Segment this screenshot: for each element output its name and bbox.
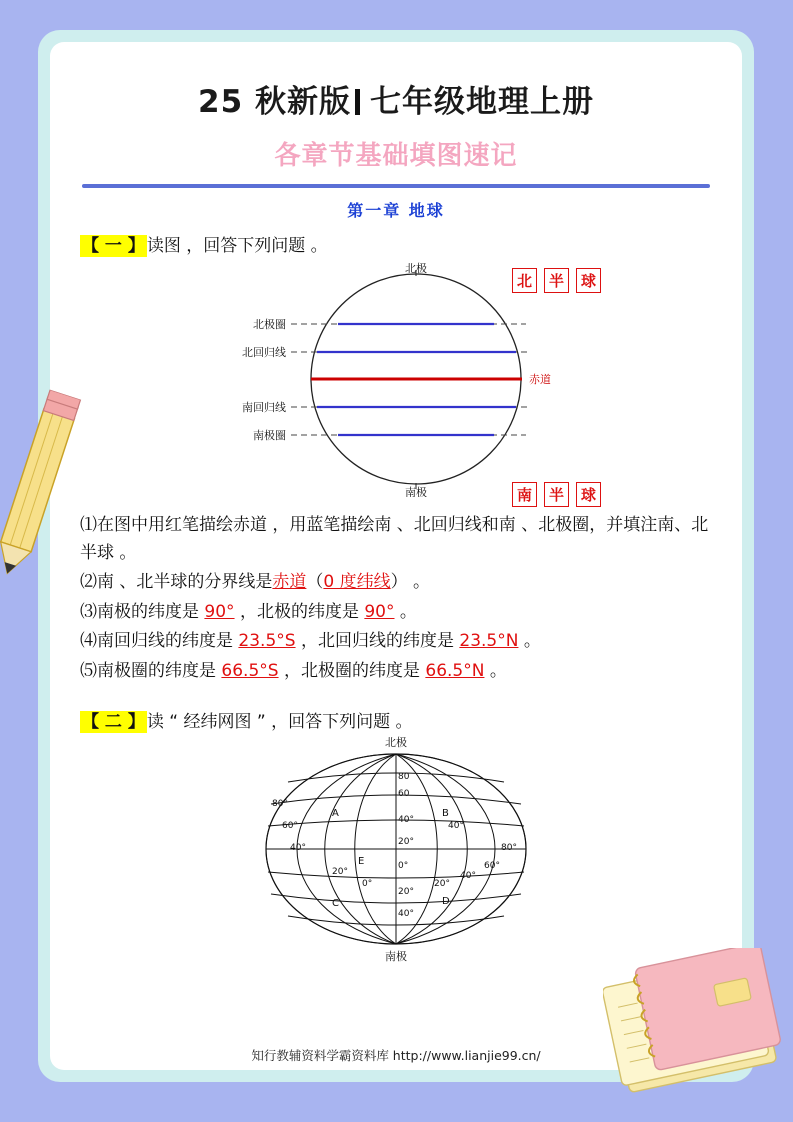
answer-blank: 90° (204, 601, 235, 622)
svg-text:北极圈: 北极圈 (253, 318, 286, 331)
question-one-item (80, 628, 712, 656)
south-hemisphere-label-boxes (512, 482, 601, 507)
item-number: ⑶ (80, 601, 97, 622)
chapter-heading: 第一章 地球 (347, 201, 445, 220)
page-frame (38, 30, 754, 1082)
question-one-marker: 【 一 】 (82, 236, 145, 256)
item-text: ，北回归线的纬度是 (295, 631, 460, 652)
answer-blank: 90° (364, 601, 395, 622)
answer-blank: 66.5°N (425, 660, 485, 681)
label-box-north-1: 北 (512, 268, 537, 293)
question-two-text: 读 “ 经纬网图 ” ，回答下列问题 。 (146, 712, 413, 733)
svg-text:40°: 40° (460, 871, 476, 882)
label-box-north-3: 球 (576, 268, 601, 293)
svg-text:0°: 0° (362, 879, 373, 890)
figure-graticule (80, 734, 712, 969)
item-text: ，北极的纬度是 (234, 601, 365, 622)
figure-globe-latitudes (80, 260, 712, 510)
svg-text:南回归线: 南回归线 (242, 401, 286, 414)
title-divider-bar (355, 89, 360, 115)
globe-diagram-svg (231, 262, 561, 497)
svg-text:D: D (442, 896, 450, 908)
item-text: （ (306, 572, 324, 593)
svg-text:40°: 40° (398, 815, 414, 826)
svg-text:赤道: 赤道 (529, 373, 551, 386)
svg-text:北回归线: 北回归线 (242, 346, 286, 359)
question-two-heading (80, 707, 712, 732)
svg-text:0°: 0° (398, 861, 409, 872)
notebook-decoration-icon (603, 948, 783, 1098)
question-one-heading (80, 231, 712, 256)
question-two-marker: 【 二 】 (82, 712, 145, 733)
item-text: 南 、北半球的分界线是 (97, 572, 273, 593)
question-one-item (80, 599, 712, 627)
svg-text:南极: 南极 (385, 950, 407, 964)
svg-text:40°: 40° (448, 821, 464, 832)
svg-text:A: A (332, 808, 339, 820)
svg-text:北极: 北极 (385, 736, 407, 750)
question-one-item (80, 658, 712, 686)
item-number: ⑴ (80, 515, 97, 535)
answer-blank: 66.5°S (221, 660, 279, 681)
item-number: ⑷ (80, 631, 97, 652)
answer-blank: 0 度纬线 (323, 572, 391, 593)
svg-text:60°: 60° (282, 821, 298, 832)
horizontal-rule (82, 184, 710, 188)
footer-source: 知行教辅资料学霸资料库 http://www.lianjie99.cn/ (251, 1048, 541, 1063)
svg-text:南极圈: 南极圈 (253, 429, 286, 442)
title-main: 25 秋新版 (198, 84, 351, 120)
item-text: 南极圈的纬度是 (97, 660, 222, 681)
svg-text:60: 60 (398, 789, 410, 800)
svg-text:40°: 40° (290, 843, 306, 854)
graticule-diagram-svg (246, 734, 546, 964)
question-one-item (80, 512, 712, 567)
svg-text:20°: 20° (434, 879, 450, 890)
item-text: 在图中用红笔描绘赤道 ，用蓝笔描绘南 、北回归线和南 、北极圈，并填注南、北半球 。 (80, 515, 709, 563)
question-one-items (80, 512, 712, 685)
label-box-south-1: 南 (512, 482, 537, 507)
page-content (50, 42, 742, 1070)
item-text: 。 (518, 631, 541, 652)
item-text: 。 (394, 601, 417, 622)
page-subtitle: 各章节基础填图速记 (274, 141, 518, 171)
item-text: ） 。 (390, 572, 431, 593)
svg-text:80°: 80° (272, 799, 288, 810)
svg-text:20°: 20° (398, 837, 414, 848)
label-box-north-2: 半 (544, 268, 569, 293)
item-text: ，北极圈的纬度是 (278, 660, 426, 681)
label-box-south-3: 球 (576, 482, 601, 507)
svg-text:北极: 北极 (405, 262, 427, 275)
item-text: 南回归线的纬度是 (97, 631, 239, 652)
svg-text:B: B (442, 808, 449, 820)
svg-text:80: 80 (398, 772, 410, 783)
question-one-item (80, 569, 712, 597)
answer-blank: 23.5°N (459, 631, 519, 652)
item-text: 南极的纬度是 (97, 601, 205, 622)
svg-text:C: C (332, 898, 339, 910)
page-title (80, 76, 712, 121)
item-number: ⑵ (80, 572, 97, 593)
svg-text:20°: 20° (332, 867, 348, 878)
item-number: ⑸ (80, 660, 97, 681)
north-hemisphere-label-boxes (512, 268, 601, 293)
question-one-text: 读图 ，回答下列问题 。 (146, 236, 328, 256)
svg-text:80°: 80° (501, 843, 517, 854)
svg-text:20°: 20° (398, 887, 414, 898)
answer-blank: 赤道 (272, 572, 307, 593)
svg-text:60°: 60° (484, 861, 500, 872)
title-rest: 七年级地理上册 (369, 84, 594, 120)
answer-blank: 23.5°S (238, 631, 296, 652)
svg-text:南极: 南极 (405, 486, 427, 497)
svg-text:40°: 40° (398, 909, 414, 920)
svg-text:E: E (358, 856, 365, 868)
item-text: 。 (484, 660, 507, 681)
label-box-south-2: 半 (544, 482, 569, 507)
